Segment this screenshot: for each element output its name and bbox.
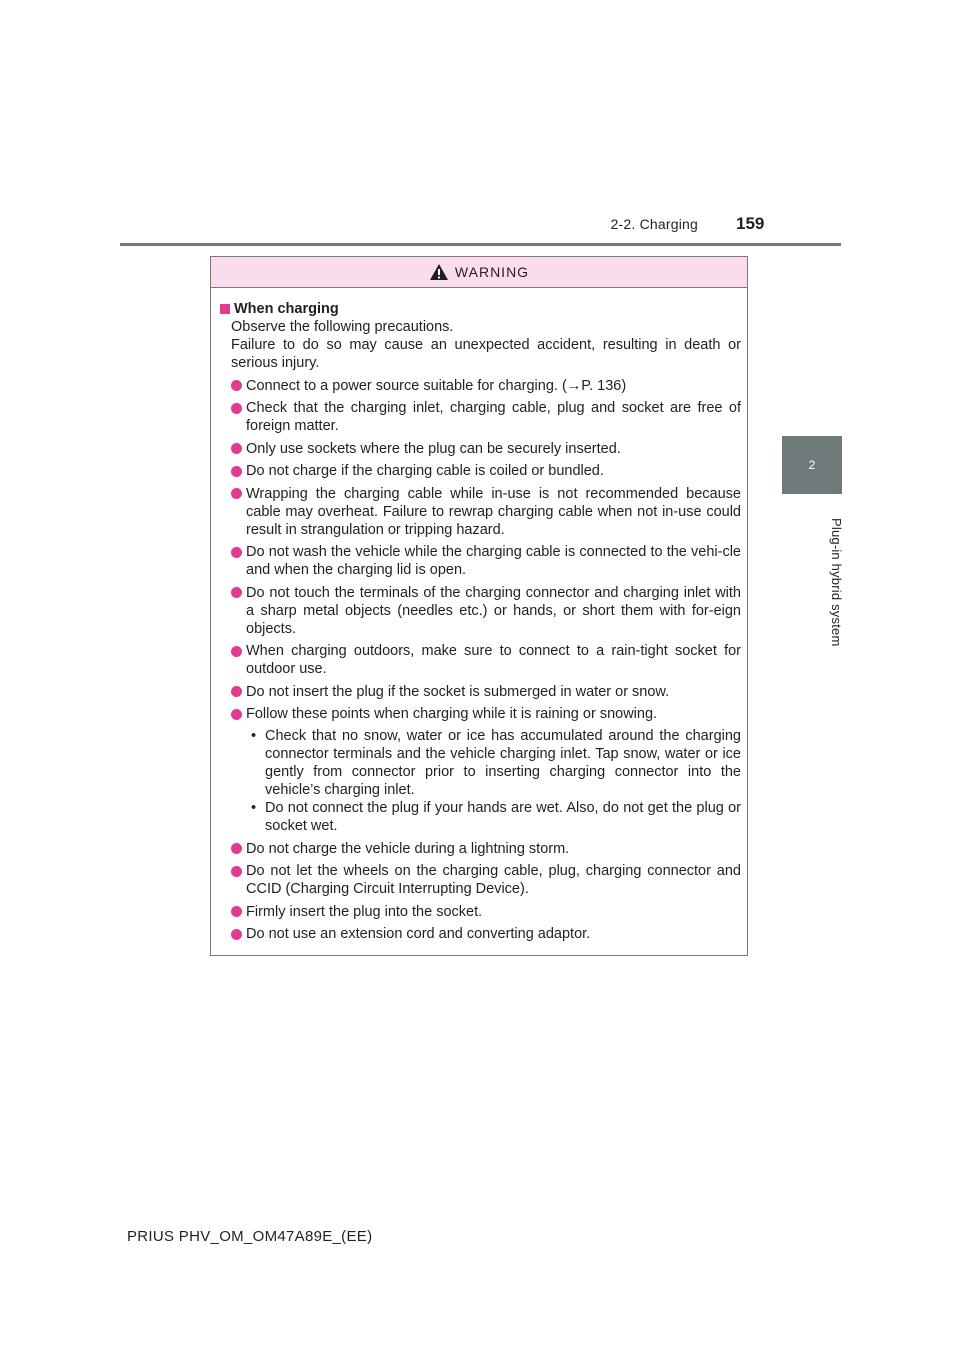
footer-document-code: PRIUS PHV_OM_OM47A89E_(EE) [127,1228,373,1245]
list-item [219,584,741,638]
list-item [219,683,741,701]
list-item-text: Follow these points when charging while it is raining or snowing. [246,706,658,722]
list-item-text: Do not use an extension cord and converting adaptor. [246,926,591,942]
list-item-text: Do not charge the vehicle during a lightning storm. [246,840,570,857]
list-item-text: Do not wash the vehicle while the charging cable is connected to the vehi-cle and when the charging lid is open. [246,544,741,578]
page-number: 159 [736,214,765,233]
bullet-dot-icon [231,906,242,917]
warning-box [210,256,748,956]
list-item-text: When charging outdoors, make sure to connect to a rain-tight socket for outdoor use. [246,643,741,677]
chapter-tab-number: 2 [808,458,816,472]
bullet-dot-icon [231,466,242,477]
square-bullet-icon [220,304,230,314]
bullet-dot-icon [231,686,242,697]
section-heading [219,300,741,318]
warning-title: WARNING [454,264,530,280]
bullet-dot-icon [231,488,242,499]
warning-header [211,257,747,288]
bullet-dot-icon [231,929,242,940]
chapter-tab [782,436,842,494]
warning-triangle-icon [429,263,449,281]
bullet-dot-icon [231,587,242,598]
chapter-tab-label: Plug-in hybrid system [829,517,844,647]
list-item [219,925,741,943]
header-divider [120,243,841,246]
list-item [219,462,741,480]
bullet-dot-icon [231,843,242,854]
small-bullet-icon: • [251,728,257,744]
bullet-dot-icon [231,443,242,454]
header-section-title: 2-2. Charging [610,216,698,232]
list-item-text: Firmly insert the plug into the socket. [246,903,483,920]
list-item [219,840,741,858]
list-item-text: Connect to a power source suitable for charging. (→P. 136) [246,377,627,394]
small-bullet-icon: • [251,800,257,816]
precaution-list [219,377,741,944]
list-item [219,642,741,678]
bullet-dot-icon [231,403,242,414]
bullet-dot-icon [231,646,242,657]
bullet-dot-icon [231,866,242,877]
list-item [219,862,741,898]
sub-list-item-text: Do not connect the plug if your hands are wet. Also, do not get the plug or socket wet. [265,800,741,834]
list-item [219,440,741,458]
list-item [219,543,741,579]
list-item-text: Check that the charging inlet, charging cable, plug and socket are free of foreign matter. [246,400,741,434]
section-heading-text: When charging [234,301,339,317]
list-item [219,399,741,435]
list-item-text: Only use sockets where the plug can be securely inserted. [246,440,621,457]
list-item-text: Do not touch the terminals of the charging connector and charging inlet with a sharp metal objects (needles etc.) or hands, or short them with for-eign objects. [246,584,741,637]
sub-list-item [243,799,741,835]
sub-list-item-text: Check that no snow, water or ice has accumulated around the charging connector terminals and the vehicle charging inlet. Tap snow, water or ice gently from connector prior to inserting charging connector into the vehicle’s charging inlet. [265,728,741,798]
intro-line: Observe the following precautions. [231,319,454,335]
warning-body [211,288,747,943]
bullet-dot-icon [231,547,242,558]
list-item-text: Do not let the wheels on the charging cable, plug, charging connector and CCID (Charging Circuit Interrupting Device). [246,863,741,897]
list-item-text: Do not insert the plug if the socket is submerged in water or snow. [246,683,670,700]
list-item [219,377,741,395]
list-item-text: Do not charge if the charging cable is coiled or bundled. [246,463,604,479]
sub-list [219,727,741,835]
intro-line: Failure to do so may cause an unexpected accident, resulting in death or serious injury. [231,337,741,371]
list-item [219,705,741,835]
bullet-dot-icon [231,709,242,720]
intro-text [219,318,741,372]
sub-list-item [243,727,741,799]
list-item [219,903,741,921]
list-item [219,485,741,539]
bullet-dot-icon [231,380,242,391]
list-item-text: Wrapping the charging cable while in-use is not recommended because cable may overheat. Failure to rewrap charging cable when not in-use could result in strangulation or tripping hazard. [246,485,741,538]
